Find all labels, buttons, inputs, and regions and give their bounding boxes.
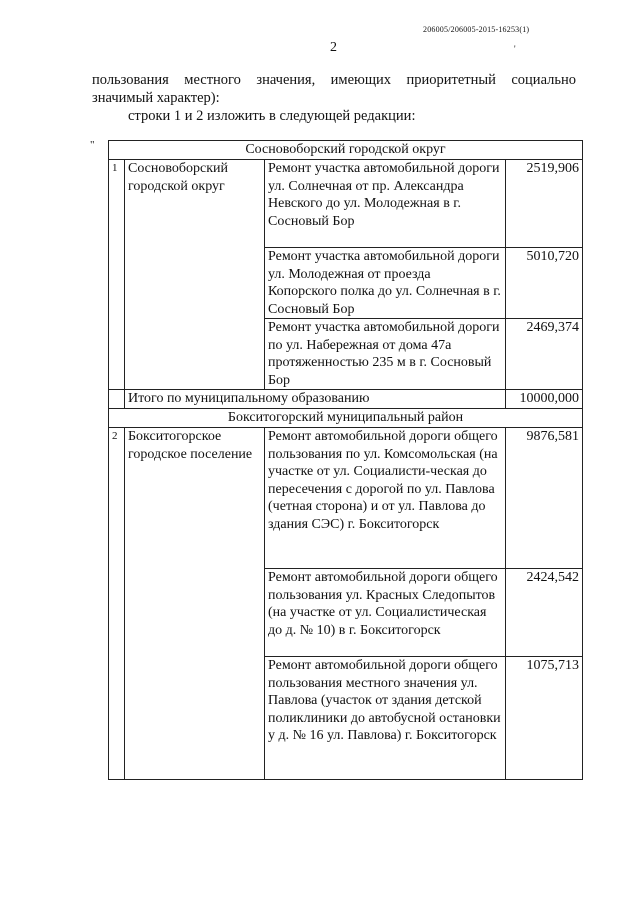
project-amount: 9876,581 — [506, 428, 583, 569]
row-number: 1 — [109, 160, 125, 390]
total-amount: 10000,000 — [506, 390, 583, 409]
project-amount: 1075,713 — [506, 657, 583, 780]
intro-line-3: строки 1 и 2 изложить в следующей редакции: — [128, 108, 416, 124]
section-header: Бокситогорский муниципальный район — [109, 409, 583, 428]
corner-mark: ' — [514, 44, 516, 54]
project-amount: 2469,374 — [506, 319, 583, 390]
project-amount: 2424,542 — [506, 569, 583, 657]
project-description: Ремонт автомобильной дороги общего пользования ул. Красных Следопытов (на участке от ул. Социалистическая до д. № 10) в г. Бокситогорск — [265, 569, 506, 657]
municipality-name: Сосновоборский городской округ — [125, 160, 265, 390]
section-header: Сосновоборский городской округ — [109, 141, 583, 160]
intro-line-1: пользования местного значения, имеющих приоритетный социально — [92, 72, 576, 88]
project-description: Ремонт участка автомобильной дороги по ул. Набережная от дома 47а протяженностью 235 м в г. Сосновый Бор — [265, 319, 506, 390]
project-description: Ремонт автомобильной дороги общего пользования местного значения ул. Павлова (участок от здания детской поликлиники до автобусной остановки у д. № 16 ул. Павлова) г. Бокситогорск — [265, 657, 506, 780]
intro-line-2: значимый характер): — [92, 90, 220, 106]
project-amount: 5010,720 — [506, 248, 583, 319]
project-description: Ремонт участка автомобильной дороги ул. Молодежная от проезда Копорского полка до ул. Солнечная в г. Сосновый Бор — [265, 248, 506, 319]
total-label: Итого по муниципальному образованию — [125, 390, 506, 409]
municipality-name: Бокситогорское городское поселение — [125, 428, 265, 780]
document-id: 206005/206005-2015-16253(1) — [423, 25, 530, 34]
project-description: Ремонт участка автомобильной дороги ул. Солнечная от пр. Александра Невского до ул. Молодежная в г. Сосновый Бор — [265, 160, 506, 248]
row-number: 2 — [109, 428, 125, 780]
section-header-row — [109, 409, 583, 428]
project-amount: 2519,906 — [506, 160, 583, 248]
table-row — [109, 160, 583, 248]
page-number: 2 — [330, 40, 337, 55]
road-repair-table — [108, 140, 583, 780]
total-row — [109, 390, 583, 409]
project-description: Ремонт автомобильной дороги общего пользования по ул. Комсомольская (на участке от ул. Социалисти-ческая до пересечения с дорогой по ул. Павлова (четная сторона) и от ул. Павлова до здания СЭС) г. Бокситогорск — [265, 428, 506, 569]
opening-quote-mark: " — [90, 139, 95, 151]
table-row — [109, 428, 583, 569]
section-header-row — [109, 141, 583, 160]
